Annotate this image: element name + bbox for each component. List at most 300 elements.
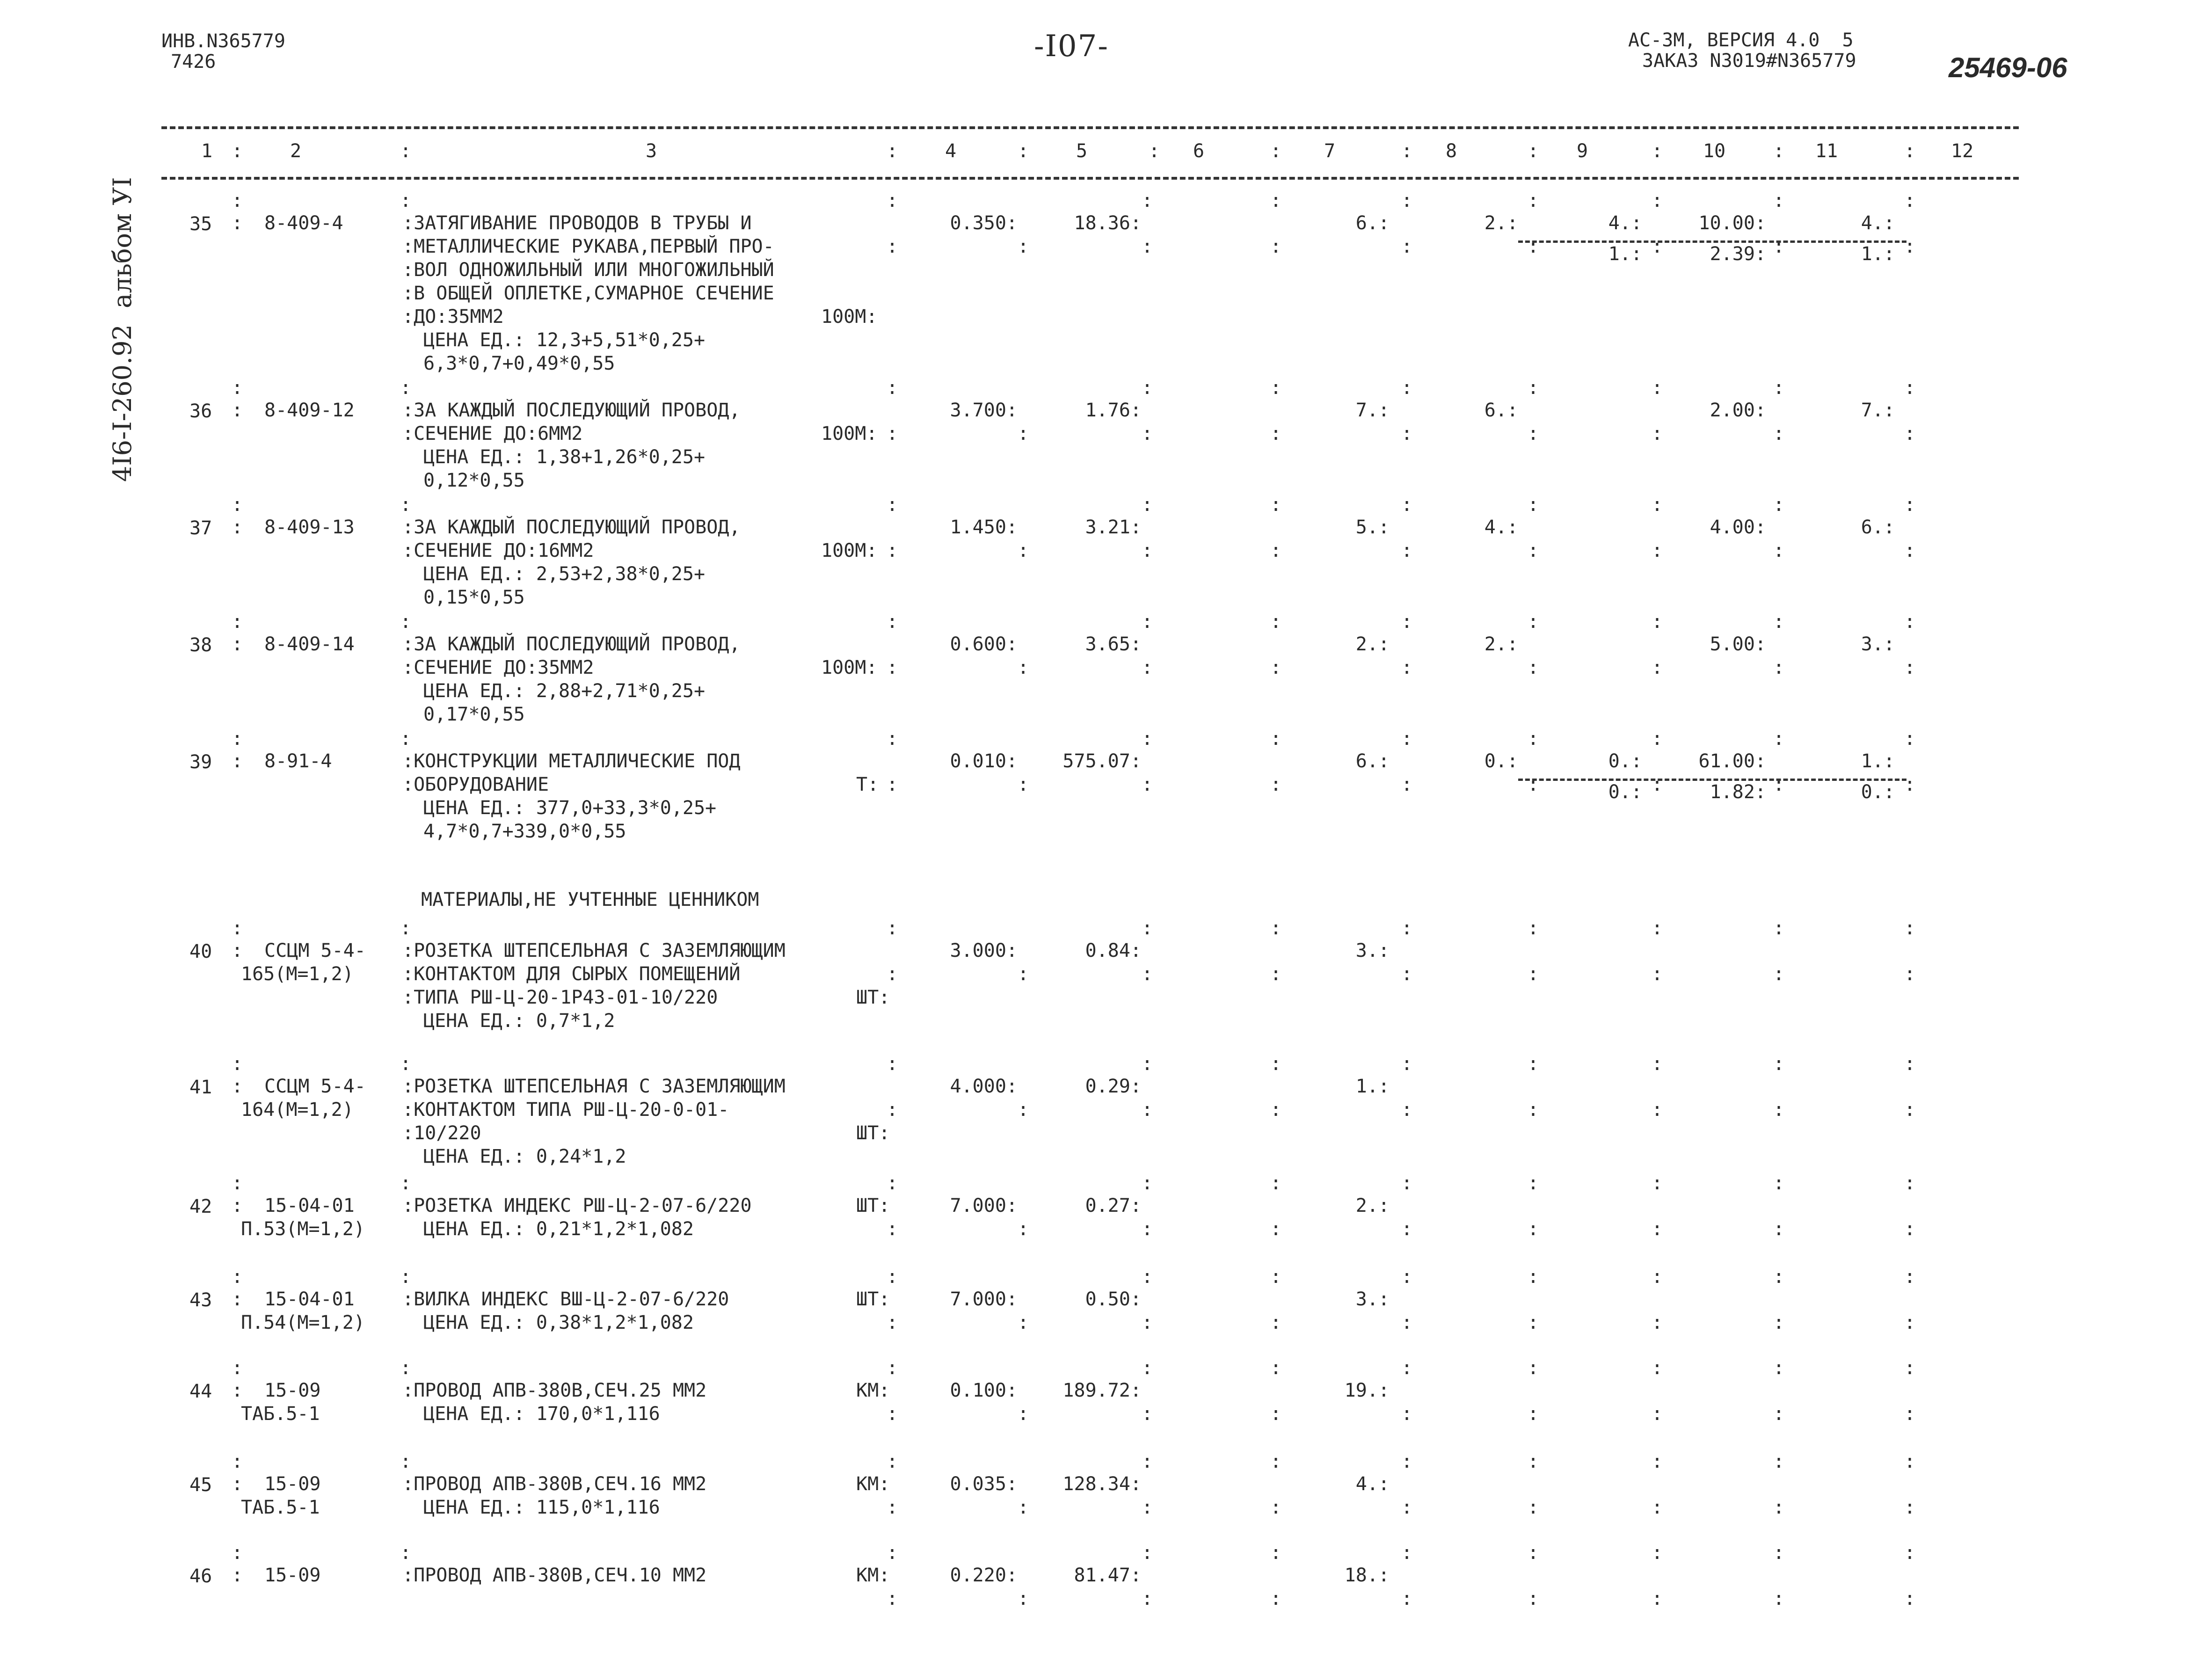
row-divider: : <box>1652 1357 1663 1379</box>
cell-c4: 4.000: <box>950 1076 1018 1097</box>
cell-c9b: 1.: <box>1608 243 1642 265</box>
cell-c7: 6.: <box>1355 750 1390 772</box>
row-divider: : <box>1528 1451 1539 1472</box>
row-divider: : <box>1528 1312 1539 1333</box>
row-divider: : <box>1773 657 1785 678</box>
entry-description: :РОЗЕТКА ИНДЕКС РШ-Ц-2-07-6/220 <box>402 1195 752 1216</box>
entry-unit: ШТ: <box>856 1289 890 1310</box>
entry-description: :ОБОРУДОВАНИЕ <box>402 774 549 795</box>
cell-c8: 2.: <box>1484 633 1518 655</box>
cell-c7: 7.: <box>1355 400 1390 421</box>
entry-unit: ШТ: <box>856 1122 890 1144</box>
row-divider: : <box>1904 1312 1916 1333</box>
row-divider: : <box>1904 1172 1916 1194</box>
row-divider: : <box>1528 657 1539 678</box>
entry-description: :ТИПА РШ-Ц-20-1Р43-01-10/220 <box>402 987 718 1008</box>
row-divider: : <box>1270 1357 1282 1379</box>
row-divider: : <box>1270 917 1282 939</box>
row-divider: : <box>1528 1099 1539 1121</box>
row-divider: : <box>400 728 412 750</box>
row-divider: : <box>1401 1451 1413 1472</box>
column-header-6: 6 <box>1193 140 1205 162</box>
row-divider: : <box>232 190 243 211</box>
row-divider: : <box>1270 1266 1282 1288</box>
row-divider: : <box>1652 1451 1663 1472</box>
row-divider: : <box>1018 1099 1029 1121</box>
column-header-3: 3 <box>646 140 657 162</box>
order-number: ЗАКАЗ N3019#N365779 <box>1642 50 1856 72</box>
row-divider: : <box>1018 963 1029 985</box>
row-divider: : <box>1018 423 1029 444</box>
column-divider: : <box>1401 140 1413 162</box>
cell-c4: 0.350: <box>950 212 1018 234</box>
row-divider: : <box>1142 1099 1153 1121</box>
header-rule-top <box>161 126 2019 129</box>
row-divider: : <box>1773 774 1785 795</box>
row-divider: : <box>1142 1497 1153 1518</box>
header-rule-bottom <box>161 177 2019 180</box>
row-divider: : <box>1401 1312 1413 1333</box>
entry-description: :10/220 <box>402 1122 481 1144</box>
row-divider: : <box>232 1172 243 1194</box>
row-divider: : <box>1142 1172 1153 1194</box>
row-divider: : <box>400 1053 412 1075</box>
entry-price: ЦЕНА ЕД.: 115,0*1,116 <box>423 1497 660 1518</box>
row-divider: : <box>1904 1218 1916 1240</box>
row-divider: : <box>1773 540 1785 561</box>
column-header-5: 5 <box>1076 140 1088 162</box>
row-divider: : <box>1528 540 1539 561</box>
row-divider: : <box>1904 774 1916 795</box>
row-divider: : <box>1904 423 1916 444</box>
row-divider: : <box>1270 1172 1282 1194</box>
inventory-code: 7426 <box>171 51 216 73</box>
row-divider: : <box>1401 1357 1413 1379</box>
entry-code: 8-409-12 <box>264 400 355 421</box>
row-divider: : <box>1270 611 1282 633</box>
cell-c10: 61.00: <box>1698 750 1766 772</box>
cell-c8: 2.: <box>1484 212 1518 234</box>
cell-c5: 189.72: <box>1062 1380 1142 1401</box>
row-divider: : <box>232 750 243 772</box>
row-divider: : <box>1528 1497 1539 1518</box>
row-divider: : <box>1904 236 1916 257</box>
cell-c9: 4.: <box>1608 212 1642 234</box>
entry-number: 37 <box>189 517 212 539</box>
entry-price: ЦЕНА ЕД.: 12,3+5,51*0,25+ <box>423 329 706 351</box>
row-divider: : <box>1528 494 1539 516</box>
row-divider: : <box>400 1172 412 1194</box>
row-divider: : <box>1773 423 1785 444</box>
row-divider: : <box>1904 1588 1916 1609</box>
entry-code: ТАБ.5-1 <box>241 1403 320 1425</box>
entry-code: ТАБ.5-1 <box>241 1497 320 1518</box>
row-divider: : <box>1142 1542 1153 1564</box>
row-divider: : <box>1652 1218 1663 1240</box>
row-divider: : <box>1528 1542 1539 1564</box>
row-divider: : <box>1018 236 1029 257</box>
row-divider: : <box>1773 1497 1785 1518</box>
entry-description: :ЗАТЯГИВАНИЕ ПРОВОДОВ В ТРУБЫ И <box>402 212 752 234</box>
row-divider: : <box>1270 1542 1282 1564</box>
column-header-9: 9 <box>1577 140 1588 162</box>
row-divider: : <box>1401 1266 1413 1288</box>
column-header-11: 11 <box>1815 140 1838 162</box>
row-divider: : <box>1652 963 1663 985</box>
cell-c4: 0.600: <box>950 633 1018 655</box>
cell-c11: 4.: <box>1861 212 1895 234</box>
row-divider: : <box>400 494 412 516</box>
cell-c7: 5.: <box>1355 517 1390 538</box>
entry-number: 42 <box>189 1196 212 1217</box>
entry-code: 8-409-13 <box>264 517 355 538</box>
entry-price: ЦЕНА ЕД.: 0,21*1,2*1,082 <box>423 1218 694 1240</box>
row-divider: : <box>1270 540 1282 561</box>
entry-code: 15-09 <box>264 1473 321 1495</box>
entry-number: 41 <box>189 1077 212 1098</box>
column-header-7: 7 <box>1324 140 1336 162</box>
row-divider: : <box>1401 1497 1413 1518</box>
row-divider: : <box>1904 1266 1916 1288</box>
cell-c9: 0.: <box>1608 750 1642 772</box>
entry-description: :ЗА КАЖДЫЙ ПОСЛЕДУЮЩИЙ ПРОВОД, <box>402 517 741 538</box>
row-divider: : <box>1270 1099 1282 1121</box>
row-divider: : <box>1652 1497 1663 1518</box>
row-divider: : <box>1401 423 1413 444</box>
row-divider: : <box>1270 494 1282 516</box>
cell-c5: 0.27: <box>1085 1195 1142 1216</box>
row-divider: : <box>1773 1312 1785 1333</box>
entry-unit: ШТ: <box>856 1195 890 1216</box>
row-divider: : <box>232 1076 243 1097</box>
column-header-12: 12 <box>1951 140 1974 162</box>
entry-unit: ШТ: <box>856 987 890 1008</box>
row-divider: : <box>1904 963 1916 985</box>
entry-description: :МЕТАЛЛИЧЕСКИЕ РУКАВА,ПЕРВЫЙ ПРО- <box>402 236 774 257</box>
row-divider: : <box>1904 1451 1916 1472</box>
row-divider: : <box>1270 1312 1282 1333</box>
column-divider: : <box>1652 140 1663 162</box>
row-divider: : <box>1652 540 1663 561</box>
row-divider: : <box>1401 1403 1413 1425</box>
cell-c5: 81.47: <box>1074 1565 1142 1586</box>
row-divider: : <box>887 1172 898 1194</box>
row-divider: : <box>1528 190 1539 211</box>
row-divider: : <box>1652 1312 1663 1333</box>
cell-c8: 6.: <box>1484 400 1518 421</box>
row-divider: : <box>1401 540 1413 561</box>
cell-c9b: 0.: <box>1608 781 1642 803</box>
row-divider: : <box>1018 1588 1029 1609</box>
row-divider: : <box>232 517 243 538</box>
row-divider: : <box>1270 1403 1282 1425</box>
entry-code: П.54(М=1,2) <box>241 1312 365 1333</box>
column-divider: : <box>400 140 412 162</box>
row-divider: : <box>1142 494 1153 516</box>
entry-description: :ПРОВОД АПВ-380В,СЕЧ.16 ММ2 <box>402 1473 707 1495</box>
row-divider: : <box>1652 917 1663 939</box>
entry-description: :КОНТАКТОМ ТИПА РШ-Ц-20-0-01- <box>402 1099 729 1121</box>
section-title: МАТЕРИАЛЫ,НЕ УЧТЕННЫЕ ЦЕННИКОМ <box>421 889 759 910</box>
row-divider: : <box>232 1451 243 1472</box>
entry-unit: 100М: <box>821 657 878 678</box>
row-divider: : <box>232 917 243 939</box>
cell-c4: 0.220: <box>950 1565 1018 1586</box>
row-divider: : <box>1142 540 1153 561</box>
row-divider: : <box>1652 611 1663 633</box>
column-header-1: 1 <box>201 140 213 162</box>
row-divider: : <box>1652 190 1663 211</box>
row-divider: : <box>1528 728 1539 750</box>
entry-number: 43 <box>189 1289 212 1311</box>
row-divider: : <box>1528 774 1539 795</box>
entry-unit: Т: <box>856 774 879 795</box>
cell-c10: 4.00: <box>1710 517 1766 538</box>
row-divider: : <box>1528 963 1539 985</box>
column-divider: : <box>1528 140 1539 162</box>
row-divider: : <box>400 1451 412 1472</box>
row-divider: : <box>1270 1497 1282 1518</box>
row-divider: : <box>1142 1053 1153 1075</box>
row-divider: : <box>1401 963 1413 985</box>
row-divider: : <box>1528 236 1539 257</box>
cell-c7: 1.: <box>1355 1076 1390 1097</box>
row-divider: : <box>1652 1053 1663 1075</box>
row-divider: : <box>1528 377 1539 399</box>
cell-c4: 0.035: <box>950 1473 1018 1495</box>
side-label: 4I6-I-260.92 альбом УI <box>108 177 137 482</box>
row-divider: : <box>400 377 412 399</box>
column-divider: : <box>1773 140 1785 162</box>
row-divider: : <box>400 611 412 633</box>
cell-c5: 575.07: <box>1062 750 1142 772</box>
row-divider: : <box>232 1473 243 1495</box>
entry-code: ССЦМ 5-4- <box>264 940 366 961</box>
row-divider: : <box>1142 1266 1153 1288</box>
row-divider: : <box>1401 1218 1413 1240</box>
row-divider: : <box>232 633 243 655</box>
row-divider: : <box>887 494 898 516</box>
row-divider: : <box>1773 1266 1785 1288</box>
row-divider: : <box>1401 1588 1413 1609</box>
cell-c10b: 2.39: <box>1710 243 1766 265</box>
row-divider: : <box>1773 917 1785 939</box>
entry-description: :ДО:35ММ2 <box>402 306 504 328</box>
entry-description: :ПРОВОД АПВ-380В,СЕЧ.10 ММ2 <box>402 1565 707 1586</box>
row-divider: : <box>1773 1357 1785 1379</box>
row-divider: : <box>232 494 243 516</box>
row-divider: : <box>232 1266 243 1288</box>
entry-number: 44 <box>189 1381 212 1402</box>
row-divider: : <box>1528 1588 1539 1609</box>
row-divider: : <box>1401 917 1413 939</box>
row-divider: : <box>1773 1403 1785 1425</box>
page-number: -I07- <box>1034 29 1109 64</box>
entry-code: 15-04-01 <box>264 1195 355 1216</box>
row-divider: : <box>887 917 898 939</box>
cell-c8: 0.: <box>1484 750 1518 772</box>
row-divider: : <box>1904 494 1916 516</box>
row-divider: : <box>1401 611 1413 633</box>
entry-description: :В ОБЩЕЙ ОПЛЕТКЕ,СУМАРНОЕ СЕЧЕНИЕ <box>402 283 774 304</box>
row-divider: : <box>1401 728 1413 750</box>
row-divider: : <box>1528 611 1539 633</box>
row-divider: : <box>1018 1312 1029 1333</box>
row-divider: : <box>887 1357 898 1379</box>
entry-unit: 100М: <box>821 306 878 328</box>
row-divider: : <box>1773 1451 1785 1472</box>
row-divider: : <box>232 212 243 234</box>
entry-price: 0,15*0,55 <box>423 587 525 608</box>
row-divider: : <box>1270 657 1282 678</box>
row-divider: : <box>232 1053 243 1075</box>
row-divider: : <box>1773 728 1785 750</box>
cell-c7: 3.: <box>1355 1289 1390 1310</box>
row-divider: : <box>1773 963 1785 985</box>
row-divider: : <box>1773 236 1785 257</box>
row-divider: : <box>232 1542 243 1564</box>
row-divider: : <box>1528 423 1539 444</box>
row-divider: : <box>1904 377 1916 399</box>
row-divider: : <box>232 1357 243 1379</box>
cell-c10b: 1.82: <box>1710 781 1766 803</box>
row-divider: : <box>1528 1357 1539 1379</box>
cell-c5: 1.76: <box>1085 400 1142 421</box>
row-divider: : <box>1142 917 1153 939</box>
row-divider: : <box>1528 917 1539 939</box>
entry-code: 15-09 <box>264 1565 321 1586</box>
cell-c7: 18.: <box>1344 1565 1390 1586</box>
entry-description: :ВИЛКА ИНДЕКС ВШ-Ц-2-07-6/220 <box>402 1289 729 1310</box>
program-version: АС-3М, ВЕРСИЯ 4.0 5 <box>1628 29 1854 51</box>
row-divider: : <box>1652 1266 1663 1288</box>
row-divider: : <box>1401 190 1413 211</box>
row-divider: : <box>1142 377 1153 399</box>
entry-price: ЦЕНА ЕД.: 170,0*1,116 <box>423 1403 660 1425</box>
column-divider: : <box>232 140 243 162</box>
entry-price: ЦЕНА ЕД.: 0,38*1,2*1,082 <box>423 1312 694 1333</box>
row-divider: : <box>887 1403 898 1425</box>
row-divider: : <box>1904 1497 1916 1518</box>
row-divider: : <box>887 423 898 444</box>
row-divider: : <box>1270 236 1282 257</box>
row-divider: : <box>400 1542 412 1564</box>
row-divider: : <box>1270 423 1282 444</box>
column-divider: : <box>887 140 898 162</box>
entry-number: 38 <box>189 634 212 656</box>
row-divider: : <box>1142 1588 1153 1609</box>
entry-number: 45 <box>189 1474 212 1496</box>
row-divider: : <box>1142 236 1153 257</box>
cell-c5: 0.50: <box>1085 1289 1142 1310</box>
entry-code: 15-09 <box>264 1380 321 1401</box>
row-divider: : <box>400 917 412 939</box>
row-divider: : <box>1270 728 1282 750</box>
row-divider: : <box>1018 1497 1029 1518</box>
entry-code: ССЦМ 5-4- <box>264 1076 366 1097</box>
document-code: 25469-06 <box>1949 52 2067 83</box>
cell-c11: 3.: <box>1861 633 1895 655</box>
row-divider: : <box>887 236 898 257</box>
cell-c11: 7.: <box>1861 400 1895 421</box>
row-divider: : <box>1652 774 1663 795</box>
row-divider: : <box>232 400 243 421</box>
row-divider: : <box>1652 1542 1663 1564</box>
cell-c11: 1.: <box>1861 750 1895 772</box>
entry-code: 15-04-01 <box>264 1289 355 1310</box>
row-divider: : <box>1270 1218 1282 1240</box>
row-divider: : <box>1773 1542 1785 1564</box>
row-divider: : <box>1773 611 1785 633</box>
row-divider: : <box>1773 1588 1785 1609</box>
row-divider: : <box>1018 1403 1029 1425</box>
row-divider: : <box>1773 1053 1785 1075</box>
cell-c5: 128.34: <box>1062 1473 1142 1495</box>
row-divider: : <box>232 1565 243 1586</box>
entry-price: 4,7*0,7+339,0*0,55 <box>423 821 626 842</box>
row-divider: : <box>1142 190 1153 211</box>
row-divider: : <box>1904 1403 1916 1425</box>
cell-c11: 6.: <box>1861 517 1895 538</box>
row-divider: : <box>1904 917 1916 939</box>
cell-c4: 3.700: <box>950 400 1018 421</box>
row-divider: : <box>887 1099 898 1121</box>
row-divider: : <box>232 728 243 750</box>
cell-c4: 1.450: <box>950 517 1018 538</box>
cell-c8: 4.: <box>1484 517 1518 538</box>
row-divider: : <box>1528 1053 1539 1075</box>
entry-description: :СЕЧЕНИЕ ДО:16ММ2 <box>402 540 594 561</box>
row-divider: : <box>887 728 898 750</box>
row-divider: : <box>232 1289 243 1310</box>
entry-number: 39 <box>189 751 212 773</box>
row-divider: : <box>232 1380 243 1401</box>
row-divider: : <box>1401 1053 1413 1075</box>
row-divider: : <box>887 657 898 678</box>
row-divider: : <box>1142 1451 1153 1472</box>
row-divider: : <box>1401 657 1413 678</box>
row-divider: : <box>1270 774 1282 795</box>
sub-separator <box>1518 240 1906 243</box>
row-divider: : <box>887 1312 898 1333</box>
row-divider: : <box>887 1451 898 1472</box>
entry-number: 36 <box>189 400 212 422</box>
column-divider: : <box>1018 140 1029 162</box>
column-header-10: 10 <box>1703 140 1726 162</box>
row-divider: : <box>1773 1218 1785 1240</box>
cell-c4: 3.000: <box>950 940 1018 961</box>
row-divider: : <box>1401 774 1413 795</box>
sub-separator <box>1518 779 1906 781</box>
row-divider: : <box>1270 1451 1282 1472</box>
row-divider: : <box>1142 423 1153 444</box>
row-divider: : <box>1904 1357 1916 1379</box>
row-divider: : <box>887 611 898 633</box>
row-divider: : <box>1528 1403 1539 1425</box>
row-divider: : <box>1401 1172 1413 1194</box>
row-divider: : <box>1652 377 1663 399</box>
row-divider: : <box>1904 657 1916 678</box>
entry-description: :ЗА КАЖДЫЙ ПОСЛЕДУЮЩИЙ ПРОВОД, <box>402 633 741 655</box>
row-divider: : <box>1142 1218 1153 1240</box>
row-divider: : <box>1270 377 1282 399</box>
row-divider: : <box>1904 190 1916 211</box>
inventory-number: ИНВ.N365779 <box>161 30 285 52</box>
row-divider: : <box>1528 1218 1539 1240</box>
row-divider: : <box>1142 611 1153 633</box>
cell-c5: 3.21: <box>1085 517 1142 538</box>
entry-price: ЦЕНА ЕД.: 2,53+2,38*0,25+ <box>423 563 706 585</box>
